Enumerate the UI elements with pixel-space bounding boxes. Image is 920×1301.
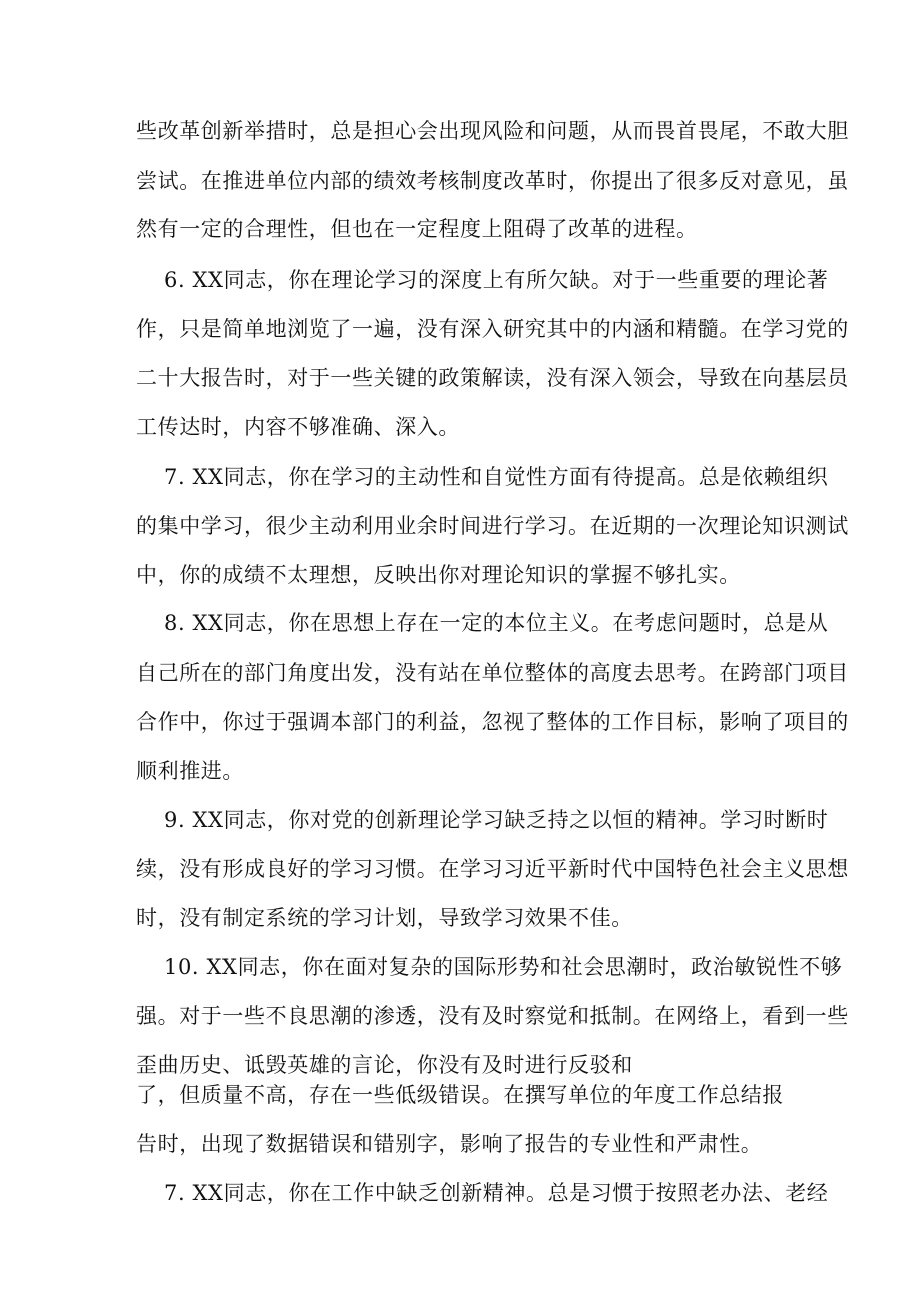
text-line: 合作中，你过于强调本部门的利益，忽视了整体的工作目标，影响了项目的 [136,710,849,734]
paragraph-7-start: 7. XX同志，你在学习的主动性和自觉性方面有待提高。总是依赖组织 [164,465,829,489]
text-line: 强。对于一些不良思潮的渗透，没有及时察觉和抵制。在网络上，看到一些 [136,1004,849,1028]
text-line: 时，没有制定系统的学习计划，导致学习效果不佳。 [136,906,633,930]
paragraph-7-repeat-start: 7. XX同志，你在工作中缺乏创新精神。总是习惯于按照老办法、老经 [164,1181,829,1205]
text-line: 作，只是简单地浏览了一遍，没有深入研究其中的内涵和精髓。在学习党的 [136,317,849,341]
text-line: 中，你的成绩不太理想，反映出你对理论知识的掌握不够扎实。 [136,563,741,587]
text-line: 自己所在的部门角度出发，没有站在单位整体的高度去思考。在跨部门项目 [136,661,849,685]
text-line: 了，但质量不高，存在一些低级错误。在撰写单位的年度工作总结报 [136,1083,784,1107]
text-line: 歪曲历史、诋毁英雄的言论，你没有及时进行反驳和 [136,1053,633,1077]
text-line: 二十大报告时，对于一些关键的政策解读，没有深入领会，导致在向基层员 [136,366,849,390]
text-line: 然有一定的合理性，但也在一定程度上阻碍了改革的进程。 [136,217,698,241]
text-line: 工传达时，内容不够准确、深入。 [136,415,460,439]
paragraph-10-start: 10. XX同志，你在面对复杂的国际形势和社会思潮时，政治敏锐性不够 [164,955,843,979]
paragraph-9-start: 9. XX同志，你对党的创新理论学习缺乏持之以恒的精神。学习时断时 [164,808,829,832]
text-line: 些改革创新举措时，总是担心会出现风险和问题，从而畏首畏尾，不敢大胆 [136,119,849,143]
paragraph-6-start: 6. XX同志，你在理论学习的深度上有所欠缺。对于一些重要的理论著 [164,268,829,292]
text-line: 续，没有形成良好的学习习惯。在学习习近平新时代中国特色社会主义思想 [136,857,849,881]
text-line: 的集中学习，很少主动利用业余时间进行学习。在近期的一次理论知识测试 [136,514,849,538]
text-line: 告时，出现了数据错误和错别字，影响了报告的专业性和严肃性。 [136,1132,763,1156]
text-line: 尝试。在推进单位内部的绩效考核制度改革时，你提出了很多反对意见，虽 [136,169,849,193]
text-line: 顺利推进。 [136,759,244,783]
paragraph-8-start: 8. XX同志，你在思想上存在一定的本位主义。在考虑问题时，总是从 [164,611,829,635]
